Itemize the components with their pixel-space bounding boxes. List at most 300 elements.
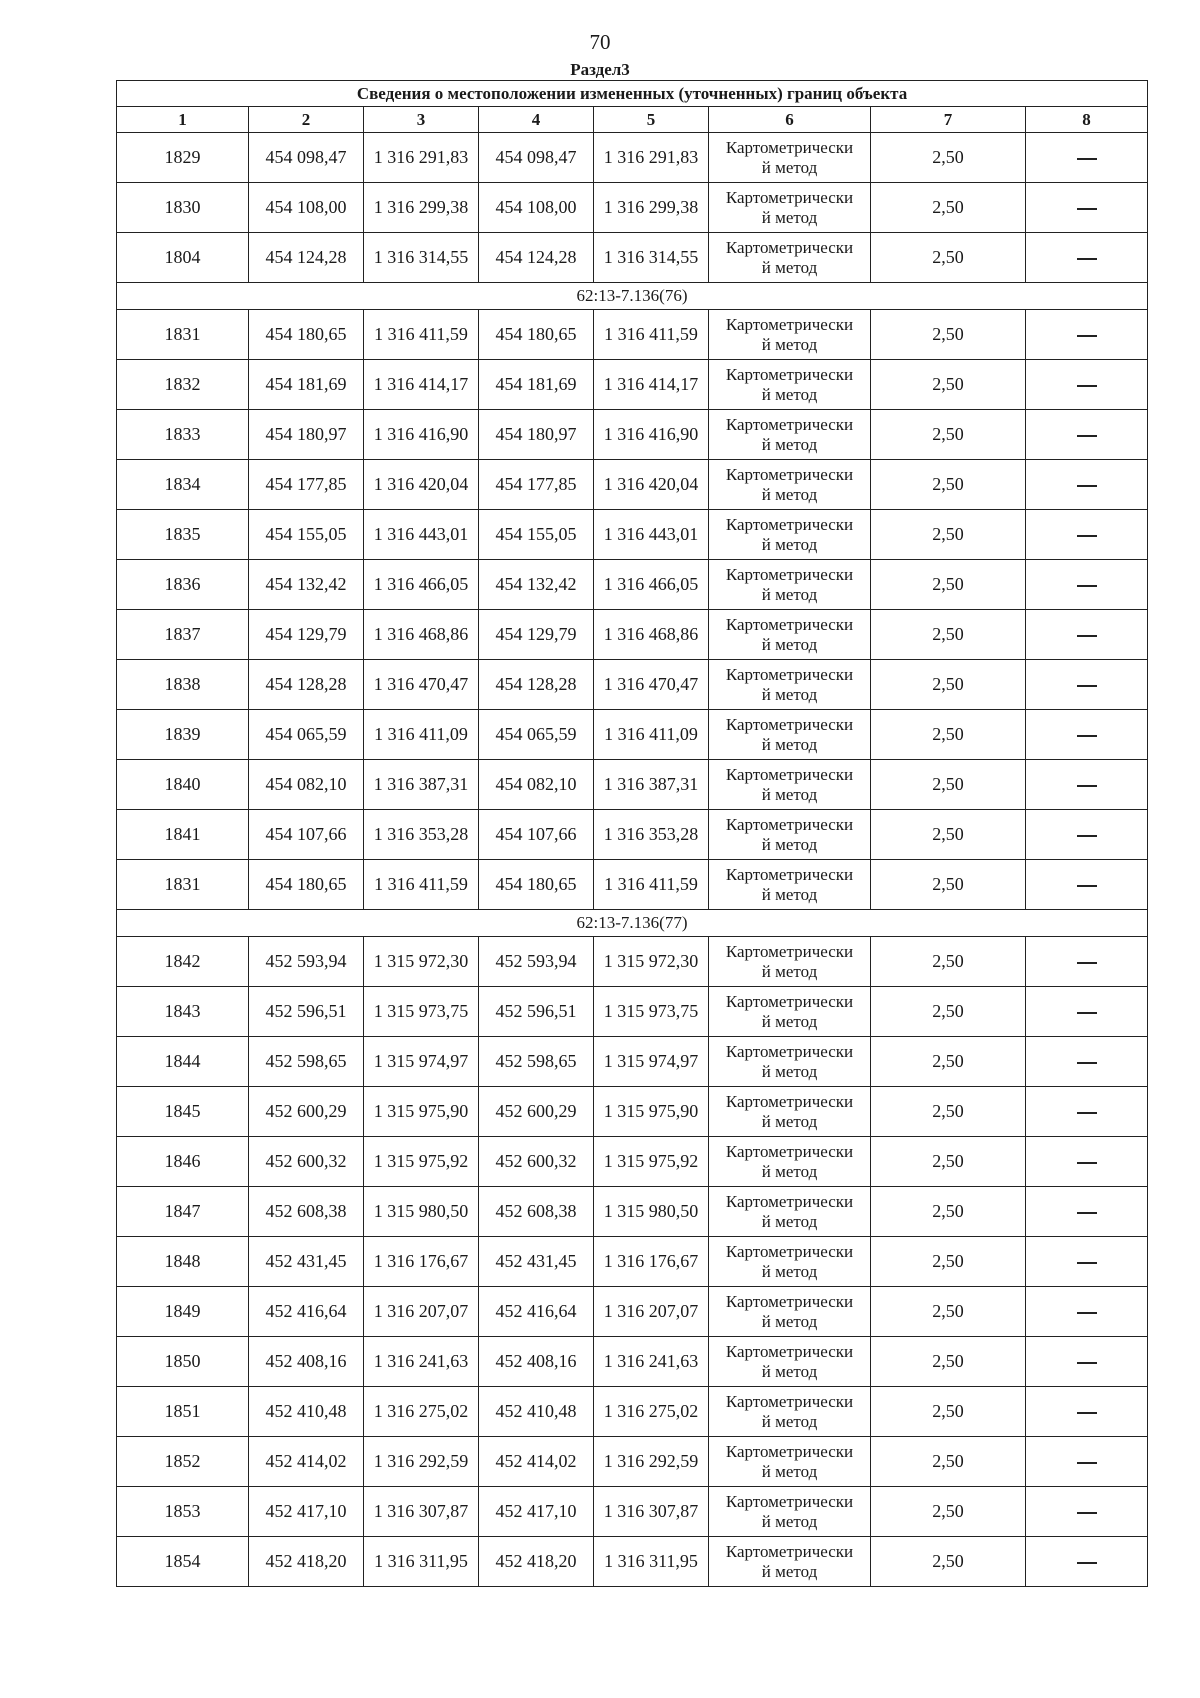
accuracy-cell: 2,50 (871, 760, 1026, 810)
method-line-1: Картометрически (725, 137, 854, 157)
method-line-1: Картометрически (725, 1541, 854, 1561)
accuracy-cell: 2,50 (871, 1287, 1026, 1337)
y-refined-cell: 1 316 420,04 (594, 460, 709, 510)
accuracy-cell: 2,50 (871, 860, 1026, 910)
method-line-2: й метод (761, 384, 818, 404)
accuracy-cell: 2,50 (871, 1237, 1026, 1287)
empty-dash-cell (1026, 1087, 1148, 1137)
accuracy-cell: 2,50 (871, 710, 1026, 760)
y-existing-cell: 1 316 275,02 (364, 1387, 479, 1437)
y-existing-cell: 1 316 292,59 (364, 1437, 479, 1487)
x-refined-cell: 454 181,69 (479, 360, 594, 410)
table-row (117, 1187, 1148, 1237)
empty-dash-cell (1026, 1287, 1148, 1337)
method-line-2: й метод (761, 884, 818, 904)
method-cell (709, 133, 871, 183)
x-existing-cell: 452 596,51 (249, 987, 364, 1037)
point-number-cell: 1835 (117, 510, 249, 560)
empty-dash-cell (1026, 1037, 1148, 1087)
y-existing-cell: 1 316 311,95 (364, 1537, 479, 1587)
x-existing-cell: 454 181,69 (249, 360, 364, 410)
method-line-1: Картометрически (725, 1391, 854, 1411)
y-refined-cell: 1 316 176,67 (594, 1237, 709, 1287)
caption-row (117, 81, 1148, 107)
method-line-1: Картометрически (725, 614, 854, 634)
y-existing-cell: 1 316 387,31 (364, 760, 479, 810)
point-number-cell: 1830 (117, 183, 249, 233)
point-number-cell: 1842 (117, 937, 249, 987)
method-line-2: й метод (761, 1111, 818, 1131)
y-existing-cell: 1 316 411,59 (364, 860, 479, 910)
method-line-2: й метод (761, 1461, 818, 1481)
table-row (117, 360, 1148, 410)
table-row (117, 987, 1148, 1037)
dash-mark (1077, 585, 1097, 587)
method-cell (709, 560, 871, 610)
method-cell (709, 810, 871, 860)
y-refined-cell: 1 316 416,90 (594, 410, 709, 460)
method-line-2: й метод (761, 784, 818, 804)
dash-mark (1077, 835, 1097, 837)
table-row (117, 233, 1148, 283)
method-line-1: Картометрически (725, 564, 854, 584)
dash-mark (1077, 258, 1097, 260)
method-cell (709, 1437, 871, 1487)
empty-dash-cell (1026, 133, 1148, 183)
y-existing-cell: 1 315 975,90 (364, 1087, 479, 1137)
empty-dash-cell (1026, 233, 1148, 283)
accuracy-cell: 2,50 (871, 460, 1026, 510)
method-cell (709, 1187, 871, 1237)
accuracy-cell: 2,50 (871, 510, 1026, 560)
method-line-1: Картометрически (725, 991, 854, 1011)
method-line-1: Картометрически (725, 1041, 854, 1061)
x-refined-cell: 452 410,48 (479, 1387, 594, 1437)
x-refined-cell: 452 418,20 (479, 1537, 594, 1587)
method-cell (709, 1237, 871, 1287)
accuracy-cell: 2,50 (871, 1487, 1026, 1537)
column-header-3: 3 (364, 107, 479, 133)
dash-mark (1077, 1162, 1097, 1164)
empty-dash-cell (1026, 860, 1148, 910)
y-existing-cell: 1 316 416,90 (364, 410, 479, 460)
method-cell (709, 660, 871, 710)
table-row (117, 860, 1148, 910)
group-label: 62:13-7.136(76) (117, 283, 1148, 310)
y-existing-cell: 1 316 411,09 (364, 710, 479, 760)
accuracy-cell: 2,50 (871, 1087, 1026, 1137)
point-number-cell: 1851 (117, 1387, 249, 1437)
x-existing-cell: 452 431,45 (249, 1237, 364, 1287)
method-cell (709, 610, 871, 660)
method-line-1: Картометрически (725, 1191, 854, 1211)
point-number-cell: 1841 (117, 810, 249, 860)
x-refined-cell: 454 098,47 (479, 133, 594, 183)
x-existing-cell: 452 600,32 (249, 1137, 364, 1187)
accuracy-cell: 2,50 (871, 610, 1026, 660)
y-refined-cell: 1 316 241,63 (594, 1337, 709, 1387)
empty-dash-cell (1026, 460, 1148, 510)
x-refined-cell: 454 065,59 (479, 710, 594, 760)
empty-dash-cell (1026, 1437, 1148, 1487)
empty-dash-cell (1026, 410, 1148, 460)
x-existing-cell: 454 129,79 (249, 610, 364, 660)
group-row (117, 910, 1148, 937)
method-cell (709, 1337, 871, 1387)
y-refined-cell: 1 316 311,95 (594, 1537, 709, 1587)
dash-mark (1077, 1012, 1097, 1014)
x-refined-cell: 452 417,10 (479, 1487, 594, 1537)
column-header-6: 6 (709, 107, 871, 133)
x-refined-cell: 454 124,28 (479, 233, 594, 283)
dash-mark (1077, 635, 1097, 637)
table-row (117, 560, 1148, 610)
empty-dash-cell (1026, 1187, 1148, 1237)
method-line-2: й метод (761, 961, 818, 981)
method-cell (709, 510, 871, 560)
table-row (117, 937, 1148, 987)
method-line-1: Картометрически (725, 1441, 854, 1461)
accuracy-cell: 2,50 (871, 937, 1026, 987)
accuracy-cell: 2,50 (871, 1387, 1026, 1437)
x-refined-cell: 454 180,65 (479, 310, 594, 360)
method-cell (709, 310, 871, 360)
y-existing-cell: 1 315 975,92 (364, 1137, 479, 1187)
accuracy-cell: 2,50 (871, 360, 1026, 410)
method-line-1: Картометрически (725, 1141, 854, 1161)
point-number-cell: 1832 (117, 360, 249, 410)
empty-dash-cell (1026, 987, 1148, 1037)
method-line-1: Картометрически (725, 1241, 854, 1261)
method-line-2: й метод (761, 434, 818, 454)
dash-mark (1077, 1512, 1097, 1514)
table-row (117, 760, 1148, 810)
table-row (117, 133, 1148, 183)
y-existing-cell: 1 316 414,17 (364, 360, 479, 410)
dash-mark (1077, 1562, 1097, 1564)
table-row (117, 1487, 1148, 1537)
y-refined-cell: 1 316 299,38 (594, 183, 709, 233)
x-existing-cell: 454 177,85 (249, 460, 364, 510)
point-number-cell: 1848 (117, 1237, 249, 1287)
y-existing-cell: 1 315 972,30 (364, 937, 479, 987)
x-refined-cell: 452 598,65 (479, 1037, 594, 1087)
method-line-2: й метод (761, 334, 818, 354)
method-line-2: й метод (761, 1011, 818, 1031)
empty-dash-cell (1026, 1487, 1148, 1537)
method-cell (709, 1387, 871, 1437)
dash-mark (1077, 385, 1097, 387)
method-cell (709, 937, 871, 987)
y-existing-cell: 1 315 974,97 (364, 1037, 479, 1087)
method-line-2: й метод (761, 584, 818, 604)
accuracy-cell: 2,50 (871, 987, 1026, 1037)
empty-dash-cell (1026, 560, 1148, 610)
method-line-1: Картометрически (725, 864, 854, 884)
empty-dash-cell (1026, 1137, 1148, 1187)
point-number-cell: 1831 (117, 860, 249, 910)
accuracy-cell: 2,50 (871, 183, 1026, 233)
method-line-2: й метод (761, 734, 818, 754)
table-body (117, 133, 1148, 1587)
y-existing-cell: 1 315 980,50 (364, 1187, 479, 1237)
table-row (117, 1287, 1148, 1337)
x-refined-cell: 454 108,00 (479, 183, 594, 233)
x-refined-cell: 452 608,38 (479, 1187, 594, 1237)
method-line-2: й метод (761, 634, 818, 654)
x-existing-cell: 452 600,29 (249, 1087, 364, 1137)
y-existing-cell: 1 315 973,75 (364, 987, 479, 1037)
accuracy-cell: 2,50 (871, 810, 1026, 860)
y-existing-cell: 1 316 411,59 (364, 310, 479, 360)
column-header-8: 8 (1026, 107, 1148, 133)
y-refined-cell: 1 316 275,02 (594, 1387, 709, 1437)
empty-dash-cell (1026, 510, 1148, 560)
dash-mark (1077, 1262, 1097, 1264)
method-line-1: Картометрически (725, 664, 854, 684)
y-refined-cell: 1 316 443,01 (594, 510, 709, 560)
table-row (117, 1387, 1148, 1437)
x-existing-cell: 454 108,00 (249, 183, 364, 233)
table-row (117, 610, 1148, 660)
empty-dash-cell (1026, 310, 1148, 360)
method-line-2: й метод (761, 1311, 818, 1331)
x-existing-cell: 452 593,94 (249, 937, 364, 987)
method-line-2: й метод (761, 1161, 818, 1181)
y-existing-cell: 1 316 207,07 (364, 1287, 479, 1337)
dash-mark (1077, 962, 1097, 964)
x-refined-cell: 452 431,45 (479, 1237, 594, 1287)
method-line-1: Картометрически (725, 941, 854, 961)
x-existing-cell: 452 408,16 (249, 1337, 364, 1387)
dash-mark (1077, 1412, 1097, 1414)
method-cell (709, 360, 871, 410)
y-existing-cell: 1 316 443,01 (364, 510, 479, 560)
column-header-5: 5 (594, 107, 709, 133)
y-refined-cell: 1 316 411,59 (594, 860, 709, 910)
method-line-1: Картометрически (725, 1341, 854, 1361)
y-refined-cell: 1 316 291,83 (594, 133, 709, 183)
accuracy-cell: 2,50 (871, 1037, 1026, 1087)
x-existing-cell: 454 180,97 (249, 410, 364, 460)
x-refined-cell: 452 593,94 (479, 937, 594, 987)
method-line-2: й метод (761, 1561, 818, 1581)
point-number-cell: 1840 (117, 760, 249, 810)
point-number-cell: 1844 (117, 1037, 249, 1087)
dash-mark (1077, 535, 1097, 537)
accuracy-cell: 2,50 (871, 1537, 1026, 1587)
dash-mark (1077, 885, 1097, 887)
empty-dash-cell (1026, 710, 1148, 760)
point-number-cell: 1833 (117, 410, 249, 460)
method-line-1: Картометрически (725, 814, 854, 834)
accuracy-cell: 2,50 (871, 310, 1026, 360)
point-number-cell: 1847 (117, 1187, 249, 1237)
dash-mark (1077, 785, 1097, 787)
x-existing-cell: 454 124,28 (249, 233, 364, 283)
table-row (117, 1137, 1148, 1187)
dash-mark (1077, 1062, 1097, 1064)
dash-mark (1077, 158, 1097, 160)
table-row (117, 310, 1148, 360)
method-line-1: Картометрически (725, 514, 854, 534)
method-cell (709, 710, 871, 760)
empty-dash-cell (1026, 360, 1148, 410)
column-header-4: 4 (479, 107, 594, 133)
empty-dash-cell (1026, 183, 1148, 233)
x-refined-cell: 454 129,79 (479, 610, 594, 660)
x-refined-cell: 452 414,02 (479, 1437, 594, 1487)
method-line-1: Картометрически (725, 414, 854, 434)
method-line-1: Картометрически (725, 1091, 854, 1111)
method-line-2: й метод (761, 157, 818, 177)
empty-dash-cell (1026, 1237, 1148, 1287)
method-line-2: й метод (761, 1411, 818, 1431)
y-existing-cell: 1 316 314,55 (364, 233, 479, 283)
point-number-cell: 1845 (117, 1087, 249, 1137)
point-number-cell: 1839 (117, 710, 249, 760)
table-row (117, 1037, 1148, 1087)
dash-mark (1077, 335, 1097, 337)
method-cell (709, 987, 871, 1037)
dash-mark (1077, 1312, 1097, 1314)
y-refined-cell: 1 316 353,28 (594, 810, 709, 860)
dash-mark (1077, 1212, 1097, 1214)
empty-dash-cell (1026, 660, 1148, 710)
y-refined-cell: 1 315 975,90 (594, 1087, 709, 1137)
y-existing-cell: 1 316 468,86 (364, 610, 479, 660)
method-cell (709, 1087, 871, 1137)
method-cell (709, 1137, 871, 1187)
y-existing-cell: 1 316 291,83 (364, 133, 479, 183)
coordinates-table (116, 80, 1148, 1587)
point-number-cell: 1846 (117, 1137, 249, 1187)
method-line-2: й метод (761, 834, 818, 854)
accuracy-cell: 2,50 (871, 233, 1026, 283)
dash-mark (1077, 1112, 1097, 1114)
method-line-1: Картометрически (725, 1291, 854, 1311)
method-line-1: Картометрически (725, 714, 854, 734)
method-line-1: Картометрически (725, 314, 854, 334)
y-refined-cell: 1 316 314,55 (594, 233, 709, 283)
x-refined-cell: 454 132,42 (479, 560, 594, 610)
method-cell (709, 760, 871, 810)
method-line-2: й метод (761, 684, 818, 704)
y-existing-cell: 1 316 470,47 (364, 660, 479, 710)
empty-dash-cell (1026, 610, 1148, 660)
table-row (117, 510, 1148, 560)
y-refined-cell: 1 315 974,97 (594, 1037, 709, 1087)
method-line-2: й метод (761, 484, 818, 504)
table-row (117, 183, 1148, 233)
method-cell (709, 183, 871, 233)
empty-dash-cell (1026, 810, 1148, 860)
y-existing-cell: 1 316 307,87 (364, 1487, 479, 1537)
y-refined-cell: 1 316 414,17 (594, 360, 709, 410)
method-line-2: й метод (761, 1511, 818, 1531)
y-existing-cell: 1 316 466,05 (364, 560, 479, 610)
point-number-cell: 1843 (117, 987, 249, 1037)
method-cell (709, 460, 871, 510)
page-number: 70 (589, 30, 611, 54)
point-number-cell: 1854 (117, 1537, 249, 1587)
method-line-2: й метод (761, 1211, 818, 1231)
method-line-2: й метод (761, 534, 818, 554)
x-existing-cell: 454 098,47 (249, 133, 364, 183)
method-line-1: Картометрически (725, 187, 854, 207)
x-existing-cell: 452 414,02 (249, 1437, 364, 1487)
point-number-cell: 1838 (117, 660, 249, 710)
point-number-cell: 1836 (117, 560, 249, 610)
y-refined-cell: 1 316 411,09 (594, 710, 709, 760)
y-refined-cell: 1 316 292,59 (594, 1437, 709, 1487)
method-cell (709, 860, 871, 910)
method-line-2: й метод (761, 1261, 818, 1281)
y-refined-cell: 1 316 307,87 (594, 1487, 709, 1537)
dash-mark (1077, 685, 1097, 687)
accuracy-cell: 2,50 (871, 1337, 1026, 1387)
point-number-cell: 1829 (117, 133, 249, 183)
accuracy-cell: 2,50 (871, 1187, 1026, 1237)
method-cell (709, 1037, 871, 1087)
x-existing-cell: 452 417,10 (249, 1487, 364, 1537)
method-line-1: Картометрически (725, 237, 854, 257)
y-existing-cell: 1 316 353,28 (364, 810, 479, 860)
x-existing-cell: 452 418,20 (249, 1537, 364, 1587)
x-refined-cell: 454 180,97 (479, 410, 594, 460)
empty-dash-cell (1026, 937, 1148, 987)
section-title: Раздел3 (570, 60, 630, 79)
accuracy-cell: 2,50 (871, 1437, 1026, 1487)
y-refined-cell: 1 316 470,47 (594, 660, 709, 710)
x-refined-cell: 454 082,10 (479, 760, 594, 810)
table-caption: Сведения о местоположении измененных (уточненных) границ объекта (117, 81, 1148, 107)
point-number-cell: 1831 (117, 310, 249, 360)
empty-dash-cell (1026, 760, 1148, 810)
method-cell (709, 233, 871, 283)
method-line-1: Картометрически (725, 364, 854, 384)
table-row (117, 1537, 1148, 1587)
x-existing-cell: 452 416,64 (249, 1287, 364, 1337)
y-refined-cell: 1 315 980,50 (594, 1187, 709, 1237)
point-number-cell: 1834 (117, 460, 249, 510)
y-refined-cell: 1 316 466,05 (594, 560, 709, 610)
point-number-cell: 1852 (117, 1437, 249, 1487)
x-refined-cell: 454 155,05 (479, 510, 594, 560)
y-refined-cell: 1 315 972,30 (594, 937, 709, 987)
point-number-cell: 1804 (117, 233, 249, 283)
x-refined-cell: 452 416,64 (479, 1287, 594, 1337)
y-refined-cell: 1 316 411,59 (594, 310, 709, 360)
column-number-row (117, 107, 1148, 133)
point-number-cell: 1849 (117, 1287, 249, 1337)
accuracy-cell: 2,50 (871, 660, 1026, 710)
x-existing-cell: 452 598,65 (249, 1037, 364, 1087)
method-line-1: Картометрически (725, 764, 854, 784)
method-line-1: Картометрически (725, 1491, 854, 1511)
group-label: 62:13-7.136(77) (117, 910, 1148, 937)
group-row (117, 283, 1148, 310)
empty-dash-cell (1026, 1387, 1148, 1437)
method-line-2: й метод (761, 257, 818, 277)
dash-mark (1077, 485, 1097, 487)
dash-mark (1077, 1462, 1097, 1464)
method-cell (709, 1537, 871, 1587)
dash-mark (1077, 435, 1097, 437)
table-row (117, 1087, 1148, 1137)
x-refined-cell: 454 107,66 (479, 810, 594, 860)
x-existing-cell: 454 128,28 (249, 660, 364, 710)
